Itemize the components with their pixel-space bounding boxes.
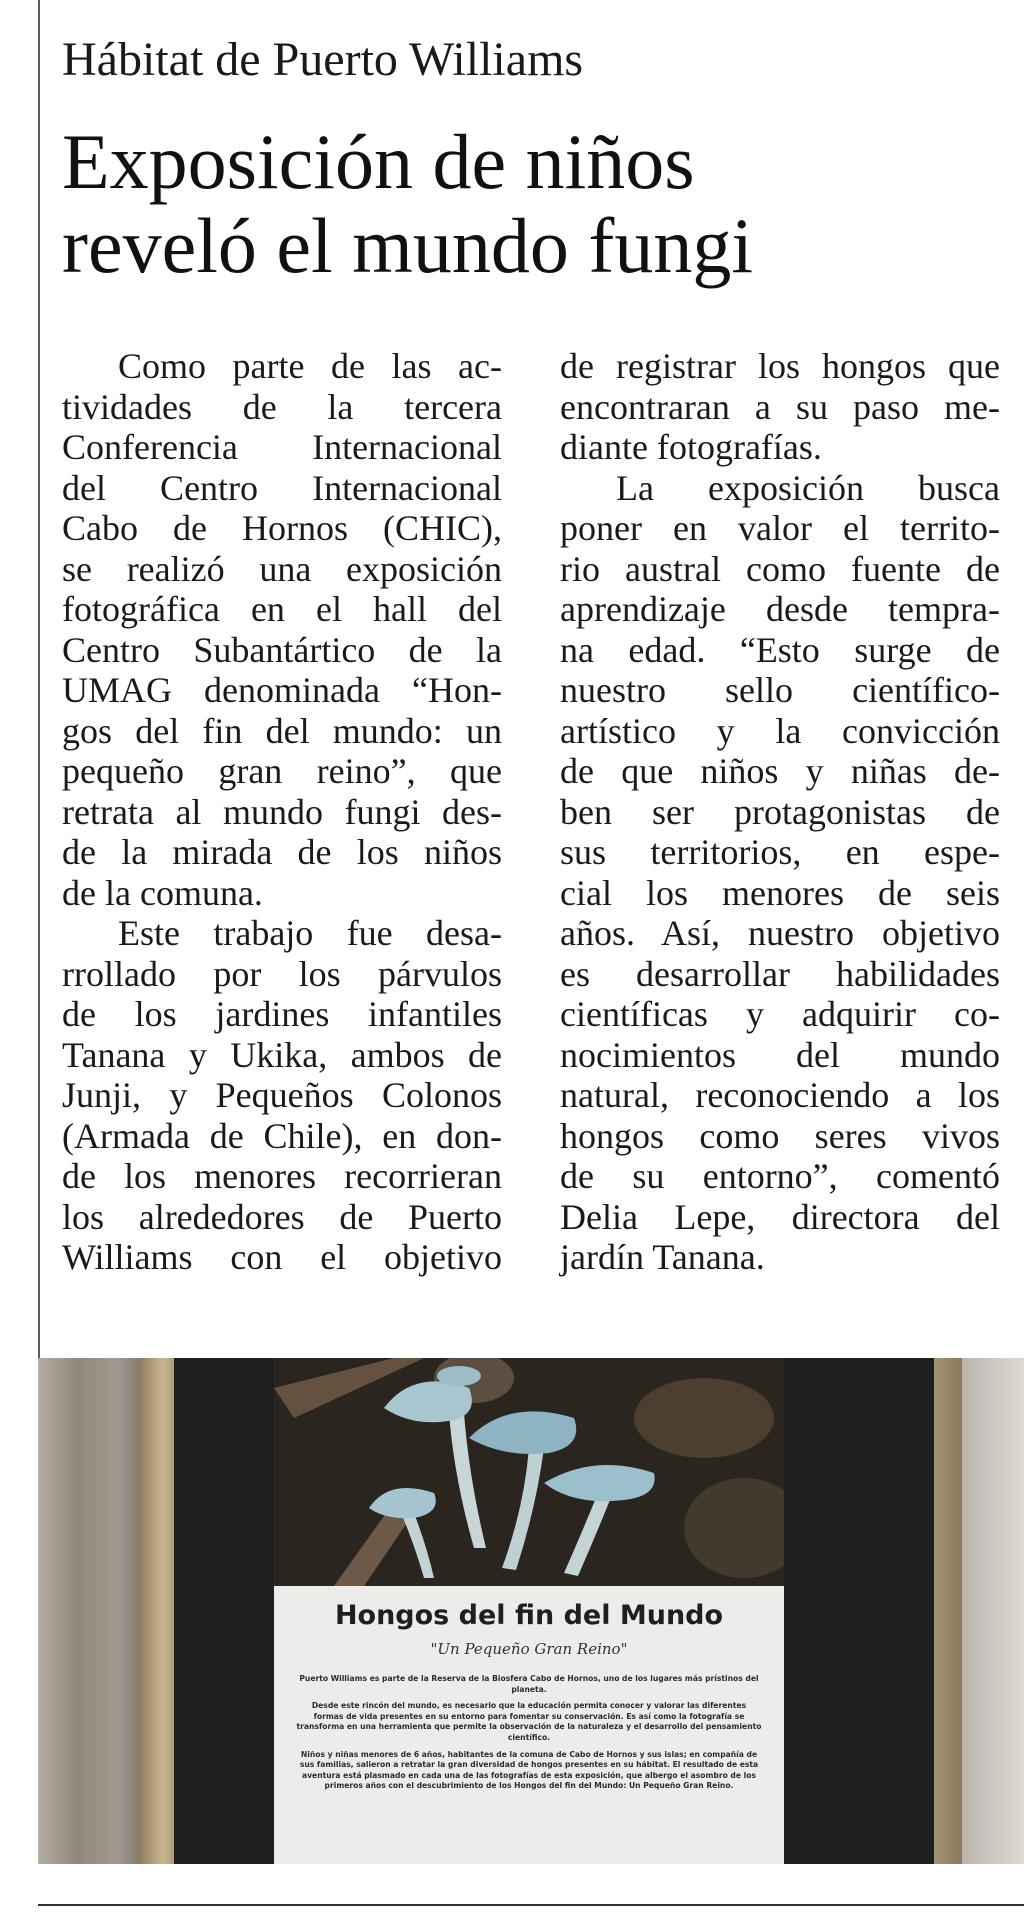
text-line: gos del fin del mundo: un [62,710,502,751]
headline-line-2: reveló el mundo fungi [62,202,753,289]
mushroom-photo [274,1358,784,1586]
text-line: de registrar los hongos que [560,346,1000,386]
poster-paragraph: Desde este rincón del mundo, es necesario que la educación permita conocer y valorar las diferentes formas de vida presentes en su entorno para fomentar su conservación. Es así como la fotografía se transforma en una herramienta que permite la observación de la naturaleza y el desarrollo del pensamiento científico. [296,1701,762,1742]
text-line: años. Así, nuestro objetivo [560,913,1000,953]
text-line: artístico y la convicción [560,710,1000,751]
text-line: Delia Lepe, directora del [560,1196,1000,1237]
text-line: Williams con el objetivo [62,1237,502,1277]
article-headline [62,120,753,288]
text-line: retrata al mundo fungi des- [62,791,502,832]
left-column-rule [38,0,40,1362]
text-line: cial los menores de seis [560,872,1000,913]
bottom-rule [38,1904,1024,1906]
text-line: del Centro Internacional [62,467,502,508]
text-line: de la comuna. [62,872,263,913]
text-line: de su entorno”, comentó [560,1156,1000,1196]
text-line: Conferencia Internacional [62,427,502,467]
text-line: sus territorios, en espe- [560,832,1000,872]
text-line: tividades de la tercera [62,386,502,427]
text-line: de que niños y niñas de- [560,751,1000,791]
text-line: hongos como seres vivos [560,1115,1000,1156]
text-line: natural, reconociendo a los [560,1075,1000,1115]
text-line: (Armada de Chile), en don- [62,1115,502,1156]
text-line: científicas y adquirir co- [560,994,1000,1034]
text-line: encontraran a su paso me- [560,386,1000,427]
text-line: pequeño gran reino”, que [62,751,502,791]
text-line: La exposición busca [616,467,1000,508]
poster-title: Hongos del fin del Mundo [334,1600,724,1631]
article-column-1 [62,346,502,1278]
poster-body [296,1674,762,1798]
text-line: es desarrollar habilidades [560,953,1000,994]
text-line: nocimientos del mundo [560,1034,1000,1075]
text-line: ben ser protagonistas de [560,791,1000,832]
text-line: UMAG denominada “Hon- [62,670,502,710]
text-line: rio austral como fuente de [560,548,1000,589]
text-line: rrollado por los párvulos [62,953,502,994]
poster-paragraph: Puerto Williams es parte de la Reserva de la Biosfera Cabo de Hornos, uno de los lugares más prístinos del planeta. [299,1674,759,1694]
text-line: de los menores recorrieran [62,1156,502,1196]
mushroom-illustration [274,1358,784,1586]
text-line: Como parte de las ac- [118,346,502,386]
text-line: Este trabajo fue desa- [118,913,502,953]
text-line: aprendizaje desde tempra- [560,589,1000,629]
text-line: Junji, y Pequeños Colonos [62,1075,502,1115]
text-line: jardín Tanana. [560,1237,765,1277]
text-line: na edad. “Esto surge de [560,629,1000,670]
text-line: se realizó una exposición [62,548,502,589]
poster-paragraph: Niños y niñas menores de 6 años, habitantes de la comuna de Cabo de Hornos y sus islas; en compañía de sus familias, salieron a retratar la gran diversidad de hongos presentes en su hábitat. El resultado de esta aventura está plasmado en cada una de las fotografías de esta exposición, que albergo el asombro de los primeros años con el descubrimiento de los Hongos del fin del Mundo: Un Pequeño Gran Reino. [299,1749,759,1791]
text-line: Cabo de Hornos (CHIC), [62,508,502,548]
text-line: fotográfica en el hall del [62,589,502,629]
article-photo [38,1358,1024,1864]
exhibit-poster [274,1586,784,1864]
text-line: Centro Subantártico de la [62,629,502,670]
text-line: poner en valor el territo- [560,508,1000,548]
text-line: los alrededores de Puerto [62,1196,502,1237]
text-line: de la mirada de los niños [62,832,502,872]
text-line: Tanana y Ukika, ambos de [62,1034,502,1075]
text-line: diante fotografías. [560,427,822,467]
section-kicker: Hábitat de Puerto Williams [62,33,584,86]
text-line: de los jardines infantiles [62,994,502,1034]
poster-subtitle: "Un Pequeño Gran Reino" [430,1640,628,1658]
article-column-2 [560,346,1000,1278]
headline-line-1: Exposición de niños [62,118,695,205]
text-line: nuestro sello científico- [560,670,1000,710]
